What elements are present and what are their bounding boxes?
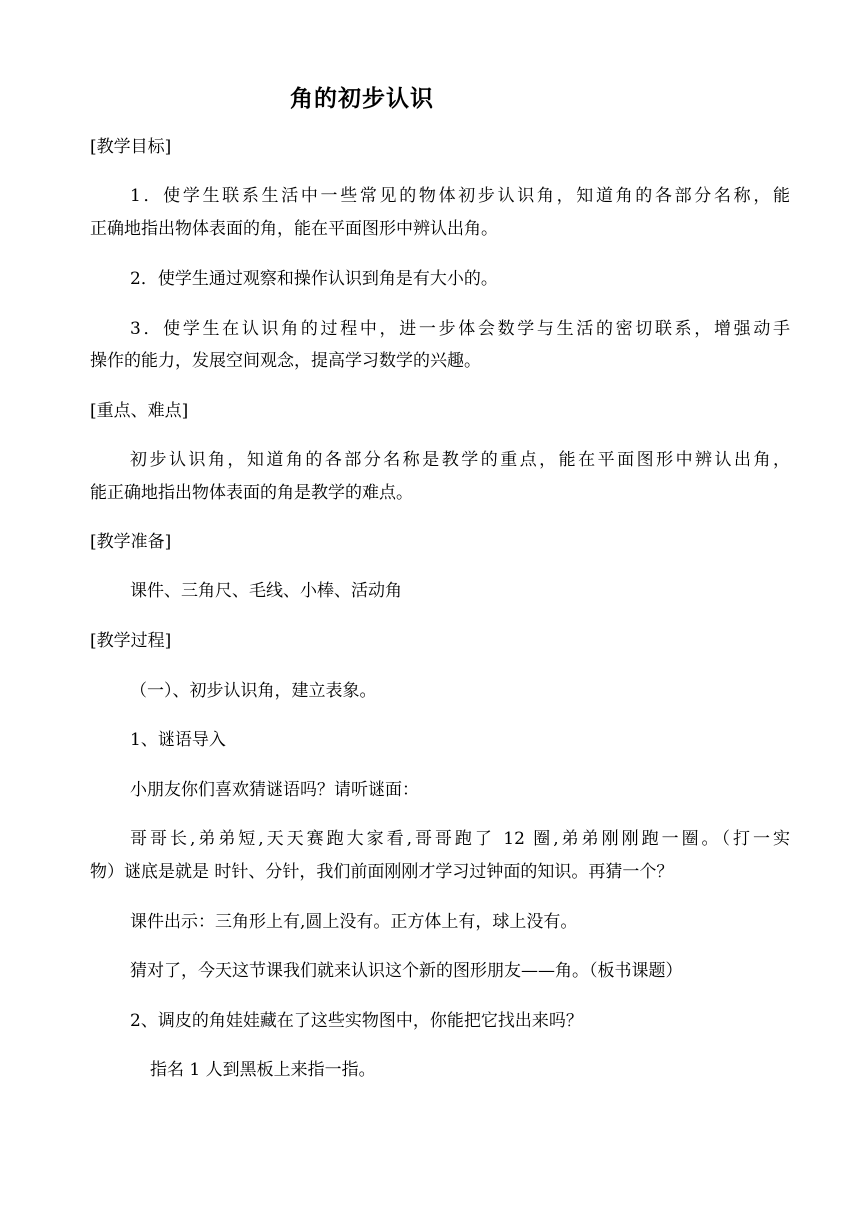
step-1-heading: （一）、初步认识角，建立表象。 xyxy=(130,681,377,701)
process-heading: [教学过程] xyxy=(90,631,172,651)
document-title: 角的初步认识 xyxy=(290,86,434,112)
preparation-heading: [教学准备] xyxy=(90,532,172,552)
step-1-1-heading: 1、谜语导入 xyxy=(130,730,226,750)
courseware-text: 课件出示：三角形上有,圆上没有。正方体上有，球上没有。 xyxy=(130,912,578,932)
call-student-text: 指名 1 人到黑板上来指一指。 xyxy=(150,1060,376,1080)
objective-3-line-2: 操作的能力，发展空间观念，提高学习数学的兴趣。 xyxy=(90,351,481,371)
riddle-intro: 小朋友你们喜欢猜谜语吗？请听谜面： xyxy=(130,780,419,800)
step-1-2-heading: 2、调皮的角娃娃藏在了这些实物图中，你能把它找出来吗？ xyxy=(130,1011,583,1031)
objectives-heading: [教学目标] xyxy=(90,137,172,157)
keypoints-heading: [重点、难点] xyxy=(90,401,189,421)
objective-1-line-1: 1．使学生联系生活中一些常见的物体初步认识角，知道角的各部分名称，能 xyxy=(130,186,790,206)
preparation-text: 课件、三角尺、毛线、小棒、活动角 xyxy=(130,581,402,601)
guess-right-text: 猜对了，今天这节课我们就来认识这个新的图形朋友——角。（板书课题） xyxy=(130,961,683,981)
riddle-line-2: 物）谜底是就是 时针、分针，我们前面刚刚才学习过钟面的知识。再猜一个？ xyxy=(90,862,674,882)
objective-1-line-2: 正确地指出物体表面的角，能在平面图形中辨认出角。 xyxy=(90,219,498,239)
keypoints-line-1: 初步认识角，知道角的各部分名称是教学的重点，能在平面图形中辨认出角， xyxy=(130,450,790,470)
objective-3-line-1: 3．使学生在认识角的过程中，进一步体会数学与生活的密切联系，增强动手 xyxy=(130,319,790,339)
keypoints-line-2: 能正确地指出物体表面的角是教学的难点。 xyxy=(90,483,413,503)
objective-2: 2．使学生通过观察和操作认识到角是有大小的。 xyxy=(130,269,498,289)
riddle-line-1: 哥哥长,弟弟短,天天赛跑大家看,哥哥跑了 12 圈,弟弟刚刚跑一圈。（打一实 xyxy=(130,829,790,849)
